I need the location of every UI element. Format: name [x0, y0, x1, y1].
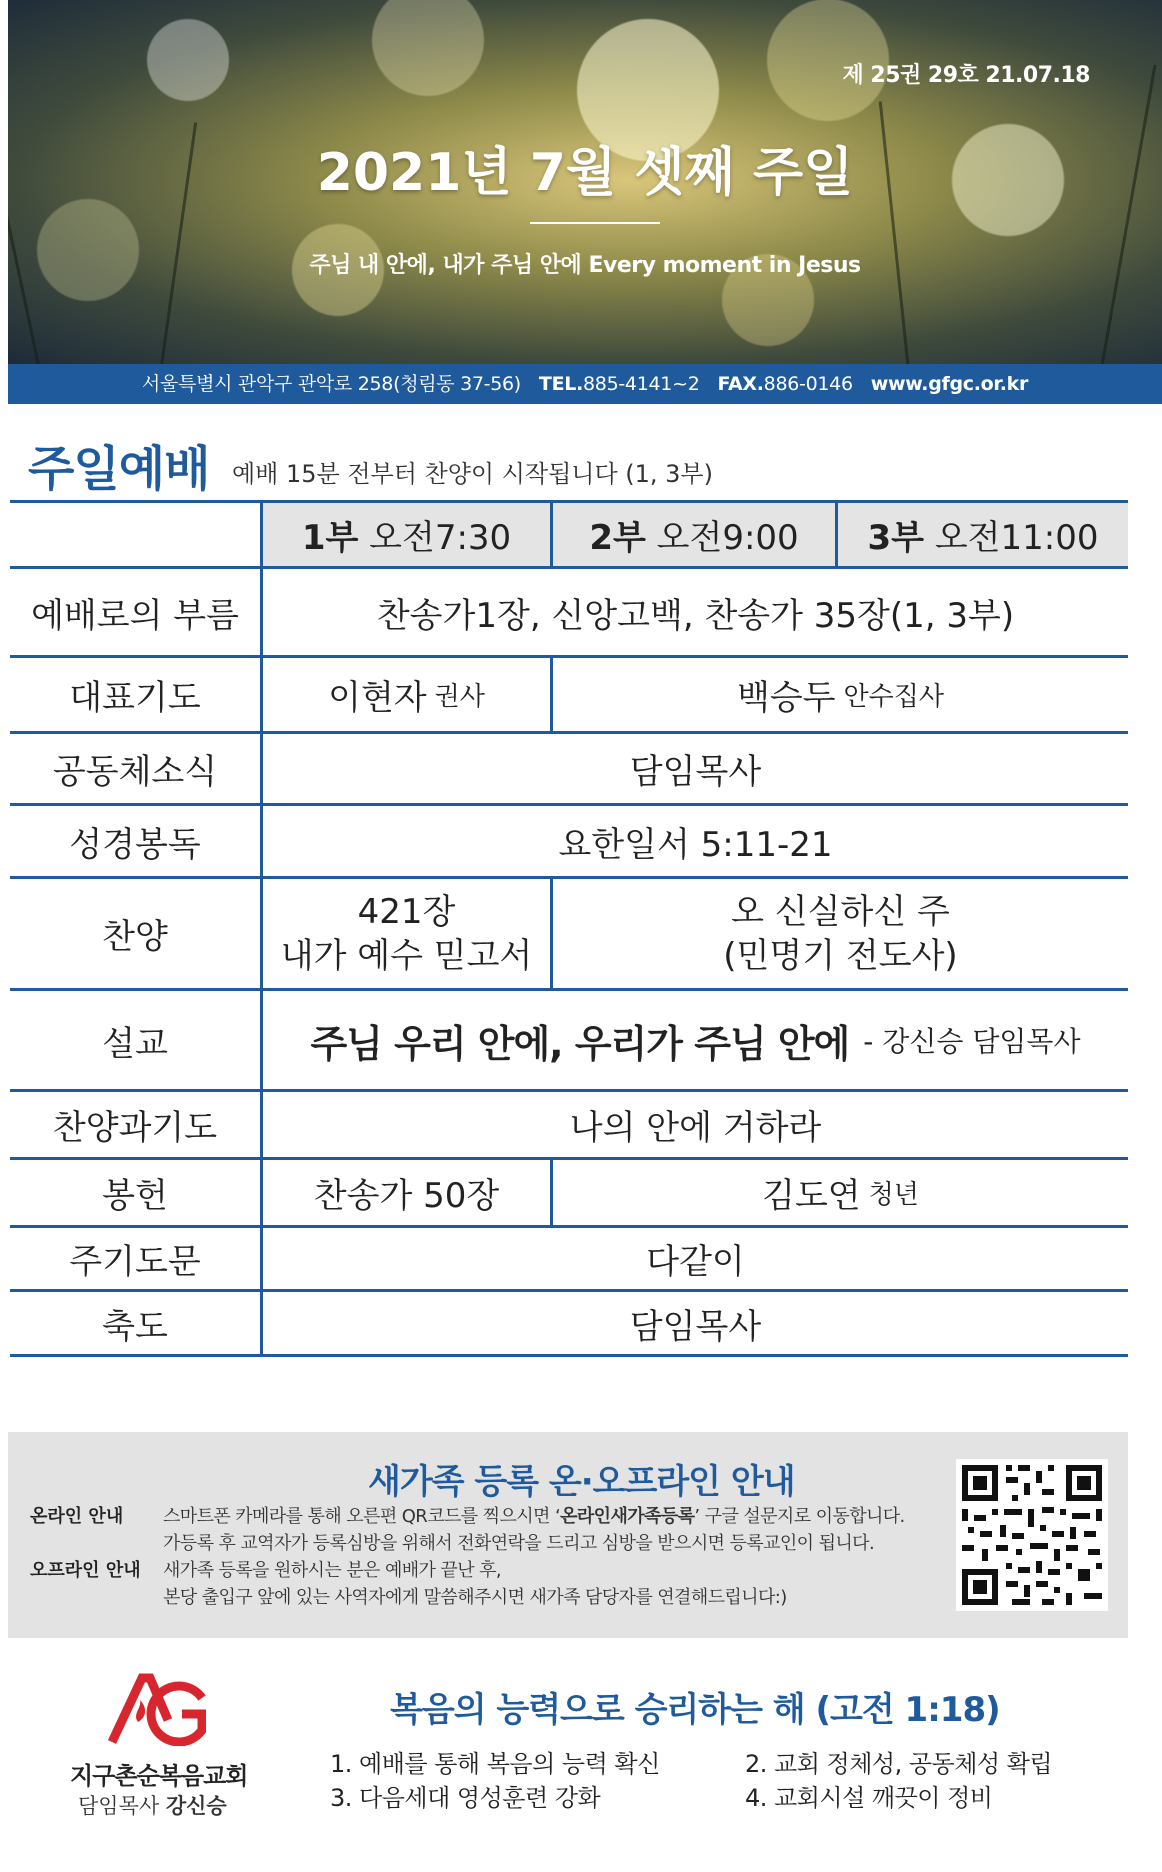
table-row-call-to-worship: [10, 569, 1128, 658]
contact-bar: [8, 364, 1162, 404]
church-logo: [106, 1672, 206, 1746]
header-blank-cell: [10, 503, 263, 566]
goal-item: 4. 교회시설 깨끗이 정비: [745, 1784, 993, 1812]
row-value-service-1: 421장 내가 예수 믿고서: [263, 879, 553, 988]
goal-item: 2. 교회 정체성, 공동체성 확립: [745, 1750, 1053, 1778]
table-row-praise: [10, 879, 1128, 991]
row-value: 요한일서 5:11-21: [558, 824, 833, 865]
row-label: 성경봉독: [10, 806, 263, 876]
offline-text-line1: 새가족 등록을 원하시는 분은 예배가 끝난 후,: [163, 1560, 502, 1581]
fax: FAX.886-0146: [717, 373, 853, 395]
table-row-lords-prayer: [10, 1228, 1128, 1292]
row-value: 담임목사: [629, 1306, 762, 1347]
table-row-praise-and-prayer: [10, 1092, 1128, 1160]
row-value-service-1: 찬송가 50장: [263, 1160, 553, 1225]
row-label: 예배로의 부름: [10, 569, 263, 655]
goal-item: 3. 다음세대 영성훈련 강화: [330, 1784, 601, 1812]
service-note: 예배 15분 전부터 찬양이 시작됩니다 (1, 3부): [232, 460, 713, 488]
table-row-offering: [10, 1160, 1128, 1228]
table-row-scripture-reading: [10, 806, 1128, 879]
sermon-preacher: - 강신승 담임목사: [863, 1025, 1081, 1058]
table-header-row: [10, 503, 1128, 569]
year-theme: 복음의 능력으로 승리하는 해 (고전 1:18): [390, 1690, 1000, 1730]
service-heading: 주일예배: [28, 441, 210, 497]
row-value: 다같이: [646, 1242, 745, 1282]
qr-code-icon[interactable]: [956, 1459, 1108, 1611]
table-row-sermon: [10, 991, 1128, 1092]
row-label: 찬양과기도: [10, 1092, 263, 1157]
header-service-2: 2부 오전9:00: [553, 503, 838, 566]
grass-stem-decoration: [8, 47, 41, 364]
pastor-line: 담임목사 강신승: [78, 1794, 227, 1818]
header-banner: [8, 0, 1162, 364]
row-label: 설교: [10, 991, 263, 1089]
offline-label: 오프라인 안내: [30, 1560, 141, 1581]
church-name: 지구촌순복음교회: [70, 1762, 248, 1790]
offline-text-line2: 본당 출입구 앞에 있는 사역자에게 말씀해주시면 새가족 담당자를 연결해드립니다:): [163, 1587, 787, 1608]
online-text-line2: 가등록 후 교역자가 등록심방을 위해서 전화연락을 드리고 심방을 받으시면 등록교인이 됩니다.: [163, 1533, 875, 1554]
telephone: TEL.885-4141~2: [538, 373, 700, 395]
row-value-service-1: 이현자 권사: [263, 658, 553, 731]
row-value: 나의 안에 거하라: [569, 1108, 822, 1148]
row-label: 대표기도: [10, 658, 263, 731]
row-value: 담임목사: [629, 752, 762, 792]
row-label: 주기도문: [10, 1228, 263, 1289]
row-label: 축도: [10, 1292, 263, 1354]
row-value-services-2-3: 김도연 청년: [762, 1176, 919, 1216]
row-value-services-2-3: 백승두 안수집사: [736, 678, 944, 718]
worship-schedule-table: [10, 500, 1128, 1357]
row-label: 봉헌: [10, 1160, 263, 1225]
website-link[interactable]: www.gfgc.or.kr: [870, 373, 1029, 395]
row-label: 찬양: [10, 879, 263, 988]
grass-stem-decoration: [1098, 65, 1157, 364]
newcomer-title: 새가족 등록 온·오프라인 안내: [368, 1462, 795, 1502]
row-label: 공동체소식: [10, 734, 263, 803]
goal-item: 1. 예배를 통해 복음의 능력 확신: [330, 1750, 660, 1778]
online-label: 온라인 안내: [30, 1506, 124, 1527]
row-value: 찬송가1장, 신앙고백, 찬송가 35장(1, 3부): [376, 595, 1015, 636]
table-row-benediction: [10, 1292, 1128, 1357]
motto: 주님 내 안에, 내가 주님 안에 Every moment in Jesus: [309, 253, 861, 278]
row-value-services-2-3: 오 신실하신 주 (민명기 전도사): [723, 891, 958, 976]
page-title: 2021년 7월 셋째 주일: [316, 143, 854, 203]
sermon-title: 주님 우리 안에, 우리가 주님 안에: [310, 1021, 850, 1066]
header-service-3: 3부 오전11:00: [838, 503, 1128, 566]
row-value: [263, 991, 1128, 1089]
header-service-1: 1부 오전7:30: [263, 503, 553, 566]
table-row-community-news: [10, 734, 1128, 806]
online-text-line1: 스마트폰 카메라를 통해 오른편 QR코드를 찍으시면 ‘온라인새가족등록’ 구글 설문지로 이동합니다.: [163, 1506, 905, 1527]
newcomer-registration-panel: [8, 1432, 1128, 1638]
issue-number: 제 25권 29호 21.07.18: [842, 63, 1090, 88]
address: 서울특별시 관악구 관악로 258(청림동 37-56): [141, 373, 521, 395]
title-divider: [530, 222, 660, 224]
table-row-representative-prayer: [10, 658, 1128, 734]
